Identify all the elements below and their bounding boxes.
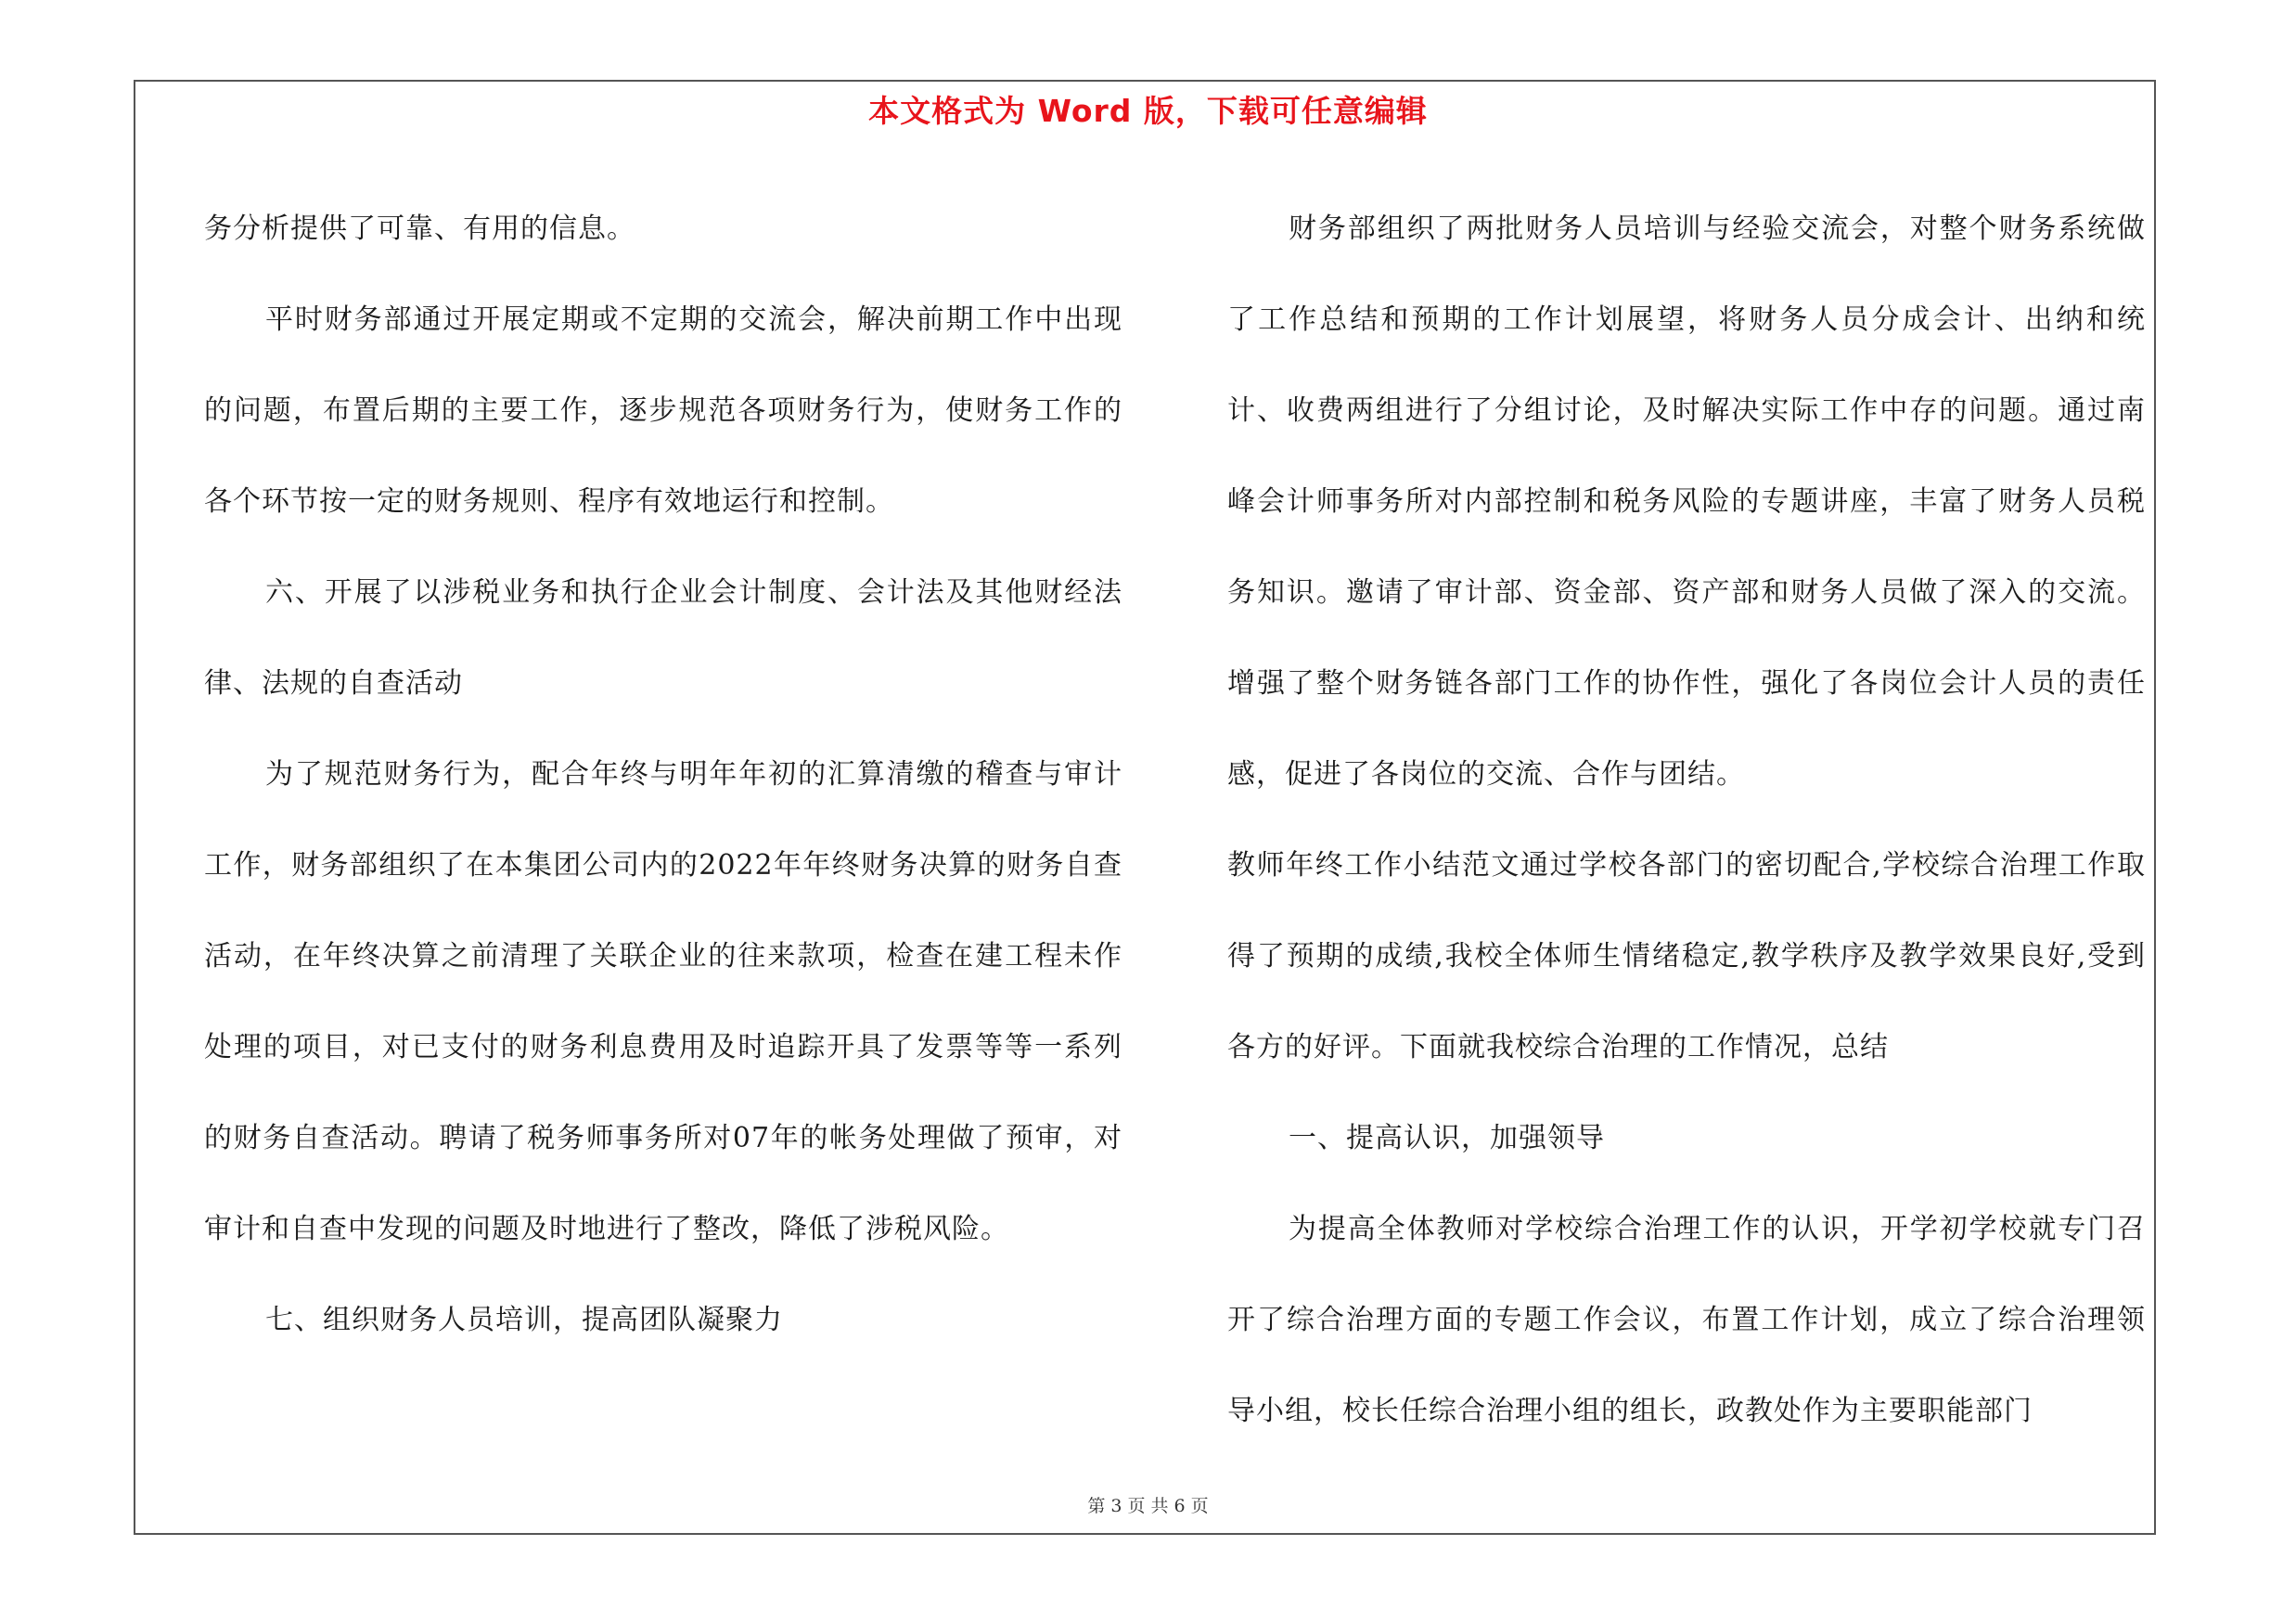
section-heading: 七、组织财务人员培训，提高团队凝聚力 — [265, 1304, 783, 1336]
section-heading: 六、开展了以涉税业务和执行企业会计制度、会计法及其他财经法律、法规的自查活动 — [204, 576, 1122, 700]
paragraph: 为提高全体教师对学校综合治理工作的认识，开学初学校就专门召开了综合治理方面的专题工作会议，布置工作计划，成立了综合治理领导小组，校长任综合治理小组的组长，政教处作为主要职能部门 — [1227, 1213, 2146, 1427]
paragraph: 财务部组织了两批财务人员培训与经验交流会，对整个财务系统做了工作总结和预期的工作计划展望，将财务人员分成会计、出纳和统计、收费两组进行了分组讨论，及时解决实际工作中存的问题。通过南峰会计师事务所对内部控制和税务风险的专题讲座，丰富了财务人员税务知识。邀请了审计部、资金部、资产部和财务人员做了深入的交流。增强了整个财务链各部门工作的协作性，强化了各岗位会计人员的责任感，促进了各岗位的交流、合作与团结。 — [1227, 213, 2146, 791]
right-text-column — [1227, 184, 2146, 1457]
page-number-footer: 第 3 页 共 6 页 — [1087, 1496, 1209, 1516]
section-heading: 一、提高认识，加强领导 — [1289, 1122, 1605, 1154]
paragraph: 平时财务部通过开展定期或不定期的交流会，解决前期工作中出现的问题，布置后期的主要工作，逐步规范各项财务行为，使财务工作的各个环节按一定的财务规则、程序有效地运行和控制。 — [204, 303, 1122, 518]
paragraph: 教师年终工作小结范文通过学校各部门的密切配合,学校综合治理工作取得了预期的成绩,我校全体师生情绪稳定,教学秩序及教学效果良好,受到各方的好评。下面就我校综合治理的工作情况，总结 — [1227, 849, 2146, 1063]
format-notice-banner: 本文格式为 Word 版，下载可任意编辑 — [868, 93, 1428, 129]
paragraph: 务分析提供了可靠、有用的信息。 — [204, 213, 635, 245]
left-text-column — [204, 184, 1122, 1366]
paragraph: 为了规范财务行为，配合年终与明年年初的汇算清缴的稽查与审计工作，财务部组织了在本集团公司内的2022年年终财务决算的财务自查活动，在年终决算之前清理了关联企业的往来款项，检查在建工程未作处理的项目，对已支付的财务利息费用及时追踪开具了发票等等一系列的财务自查活动。聘请了税务师事务所对07年的帐务处理做了预审，对审计和自查中发现的问题及时地进行了整改，降低了涉税风险。 — [204, 758, 1122, 1245]
